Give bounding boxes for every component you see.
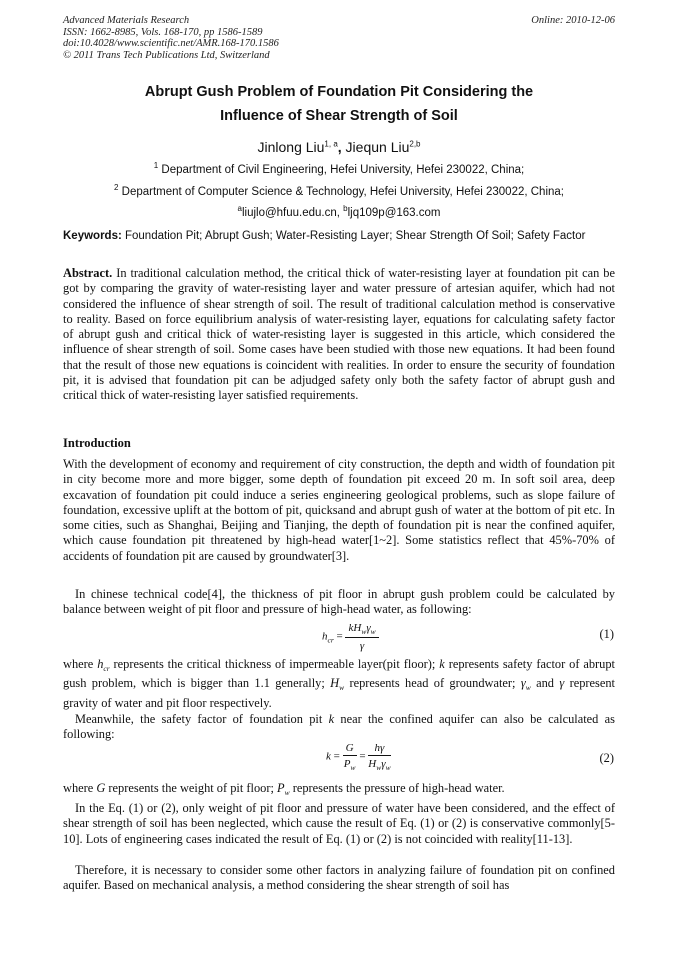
eq1-w2: w — [370, 627, 376, 636]
abstract — [63, 266, 615, 404]
intro-paragraph-4: In the Eq. (1) or (2), only weight of pit floor and pressure of water have been considered, and the effect of shear strength of soil has been neglected, which cause the result of Eq. (1) or (2) is conservative commonly[5-10]. Lots of engineering cases indicated the result of Eq. (1) or (2) is not coincided with reality[11-13]. — [63, 801, 615, 846]
eq2-H-sub-w: w — [376, 763, 382, 772]
title-line-2: Influence of Shear Strength of Soil — [220, 108, 458, 124]
aff2-sup: 2 — [114, 183, 119, 193]
equation-1-number: (1) — [599, 627, 614, 641]
equation-2-number: (2) — [599, 751, 614, 765]
symbol-k: k — [439, 657, 445, 671]
doi-line: doi:10.4028/www.scientific.net/AMR.168-170.1586 — [63, 38, 279, 49]
eq2-desc-Pw: represents the pressure of high-head water. — [289, 781, 505, 795]
eq1-desc-hcr: represents the critical thickness of impermeable layer(pit floor); — [113, 657, 440, 671]
symbol-gamma: γ — [559, 676, 565, 691]
eq2-G: G — [343, 742, 357, 756]
eq2-numerator-2 — [368, 742, 390, 756]
author-1-sup: 1, a — [324, 139, 338, 149]
eq1-explanation — [63, 657, 615, 711]
eq2-symbol-G: G — [96, 781, 106, 795]
eq2-Pw — [343, 756, 357, 772]
eq2-gamma-sub-w: w — [385, 763, 391, 772]
eq2-P: P — [343, 758, 351, 770]
author-2-sup: 2,b — [409, 139, 421, 149]
eq2-symbol-P-sub-w: w — [284, 788, 290, 797]
symbol-cr: cr — [103, 664, 110, 673]
intro-paragraph-1: With the development of economy and requirement of city construction, the depth and width of foundation pit in city become more and more bigger, some depth of foundation pit exceed 20 m. In soft soil area, deep excavation of foundation pit could induce a series engineering geological problems, such as slope failure of foundation, excessive uplift at the bottom of pit, quicksand and abrupt gush of water at the bottom of pit etc. In some cities, such as Shanghai, Beijing and Tianjing, the depth of foundation pit is near the confined aquifer, which cause foundation pit threatened by high-head water[1~2]. Some statistics reflect that 45%-70% of accidents of foundation pit are caused by groundwater[3]. — [63, 457, 615, 563]
eq2-gamma-w: γ — [381, 758, 386, 770]
affiliation-1 — [63, 161, 615, 176]
affiliation-2 — [63, 183, 615, 198]
eq2-symbol-Pw — [277, 781, 290, 795]
email-b[interactable]: ljq109p@163.com — [347, 207, 441, 219]
aff1-text: Department of Civil Engineering, Hefei University, Hefei 230022, China; — [158, 164, 525, 176]
eq1-desc-H: represents head of groundwater; — [344, 676, 516, 691]
eq1-gamma-w: γ — [366, 622, 371, 634]
eq2-fraction-2 — [368, 742, 390, 772]
keywords-label: Keywords: — [63, 230, 122, 242]
email-b-sup: b — [343, 204, 348, 214]
symbol-H-sub-w: w — [339, 683, 345, 693]
symbol-gamma-w-base: γ — [520, 676, 526, 691]
email-a-sup: a — [237, 204, 242, 214]
eq2-H: H — [368, 758, 377, 770]
eq1-where: where — [63, 657, 98, 671]
author-1: Jinlong Liu — [257, 139, 325, 155]
eq1-w1: w — [361, 627, 367, 636]
eq2-k: k — [326, 750, 331, 763]
eq2-symbol-P: P — [277, 781, 285, 795]
eq2-equals-1: = — [333, 750, 340, 763]
symbol-H: H — [330, 676, 340, 691]
eq1-denominator: γ — [359, 640, 365, 652]
eq2-h: h — [374, 742, 381, 754]
eq1-H: H — [353, 622, 362, 634]
eq2-equals-2: = — [359, 750, 366, 763]
eq1-fraction — [345, 622, 378, 652]
paper-title — [63, 80, 615, 128]
symbol-h: h — [97, 657, 104, 671]
aff1-sup: 1 — [153, 161, 159, 171]
copyright-line: © 2011 Trans Tech Publications Ltd, Switzerland — [63, 49, 270, 61]
section-heading-introduction: Introduction — [63, 436, 131, 450]
journal-name: Advanced Materials Research — [63, 15, 190, 26]
abstract-label: Abstract. — [63, 266, 113, 280]
author-separator: , — [337, 139, 346, 155]
eq1-h: h — [322, 630, 328, 643]
eq2-fraction-1 — [343, 742, 357, 772]
eq1-k: k — [348, 622, 354, 634]
intro-paragraph-2: In chinese technical code[4], the thickness of pit floor in abrupt gush problem could be calculated by balance between weight of pit floor and pressure of high-head water, as following: — [63, 587, 615, 617]
p3-k: k — [328, 712, 335, 726]
keywords — [63, 230, 615, 244]
equation-2 — [326, 742, 391, 772]
eq1-desc-gamma: represent gravity of water and pit floor respectively. — [63, 676, 615, 710]
eq2-P-sub-w: w — [350, 763, 356, 772]
keywords-text: Foundation Pit; Abrupt Gush; Water-Resisting Layer; Shear Strength Of Soil; Safety Factor — [121, 230, 586, 242]
p3-text-a: Meanwhile, the safety factor of foundation pit — [75, 712, 329, 726]
eq1-numerator — [345, 622, 378, 638]
eq2-explanation — [63, 781, 615, 800]
aff2-text: Department of Computer Science & Technology, Hefei University, Hefei 230022, China; — [118, 186, 564, 198]
eq1-desc-k: represents safety factor of abrupt gush problem, which is bigger than 1.1 generally; — [63, 657, 615, 691]
author-2: Jiequn Liu — [345, 139, 410, 155]
intro-paragraph-3 — [63, 712, 615, 743]
intro-paragraph-5: Therefore, it is necessary to consider some other factors in analyzing failure of foundation pit on confined aquifer. Based on mechanical analysis, a method considering the shear strength of soil has — [63, 863, 615, 893]
email-a[interactable]: liujlo@hfuu.edu.cn, — [241, 207, 344, 219]
eq2-gamma: γ — [380, 742, 385, 754]
eq2-desc-G: represents the weight of pit floor; — [105, 781, 278, 795]
equation-1 — [322, 622, 379, 652]
eq2-denominator-2 — [368, 756, 390, 772]
symbol-gamma-sub-w: w — [525, 683, 531, 693]
author-list — [63, 139, 615, 155]
symbol-gamma-w — [520, 676, 531, 693]
eq1-cr: cr — [327, 635, 334, 645]
journal-header — [63, 15, 615, 61]
symbol-H-w — [330, 676, 345, 693]
title-line-1: Abrupt Gush Problem of Foundation Pit Considering the — [144, 84, 534, 100]
online-date: Online: 2010-12-06 — [531, 15, 615, 26]
abstract-text: In traditional calculation method, the critical thick of water-resisting layer at foundation pit can be got by comparing the gravity of water-resisting layer and water pressure of artesian aquifer, which had not considered the influence of shear strength of soil. The result of traditional calculation method is conservative to reality. Based on force equilibrium analysis of water-resisting layer, equations for calculating safety factor of abrupt gush and critical thick of water-resisting layer is suggested in this article, which considered the influence of shear strength of soil. Some cases have been studied with those new equations. It had been found that the result of those new equations is coincident with realities. In order to ensure the security of foundation pit, it is advised that foundation pit can be adjudged safety only both the safety factor of abrupt gush and critical thick of water-resisting layer satisfied requirements. — [63, 266, 615, 403]
eq1-equals: = — [336, 630, 343, 643]
email-line — [63, 204, 615, 219]
symbol-h-cr — [97, 657, 109, 671]
p3-text-b: near the confined aquifer can also be calculated as following: — [63, 712, 615, 742]
eq1-and: and — [530, 676, 560, 691]
eq2-where: where — [63, 781, 97, 795]
issn-line: ISSN: 1662-8985, Vols. 168-170, pp 1586-1589 — [63, 26, 263, 38]
